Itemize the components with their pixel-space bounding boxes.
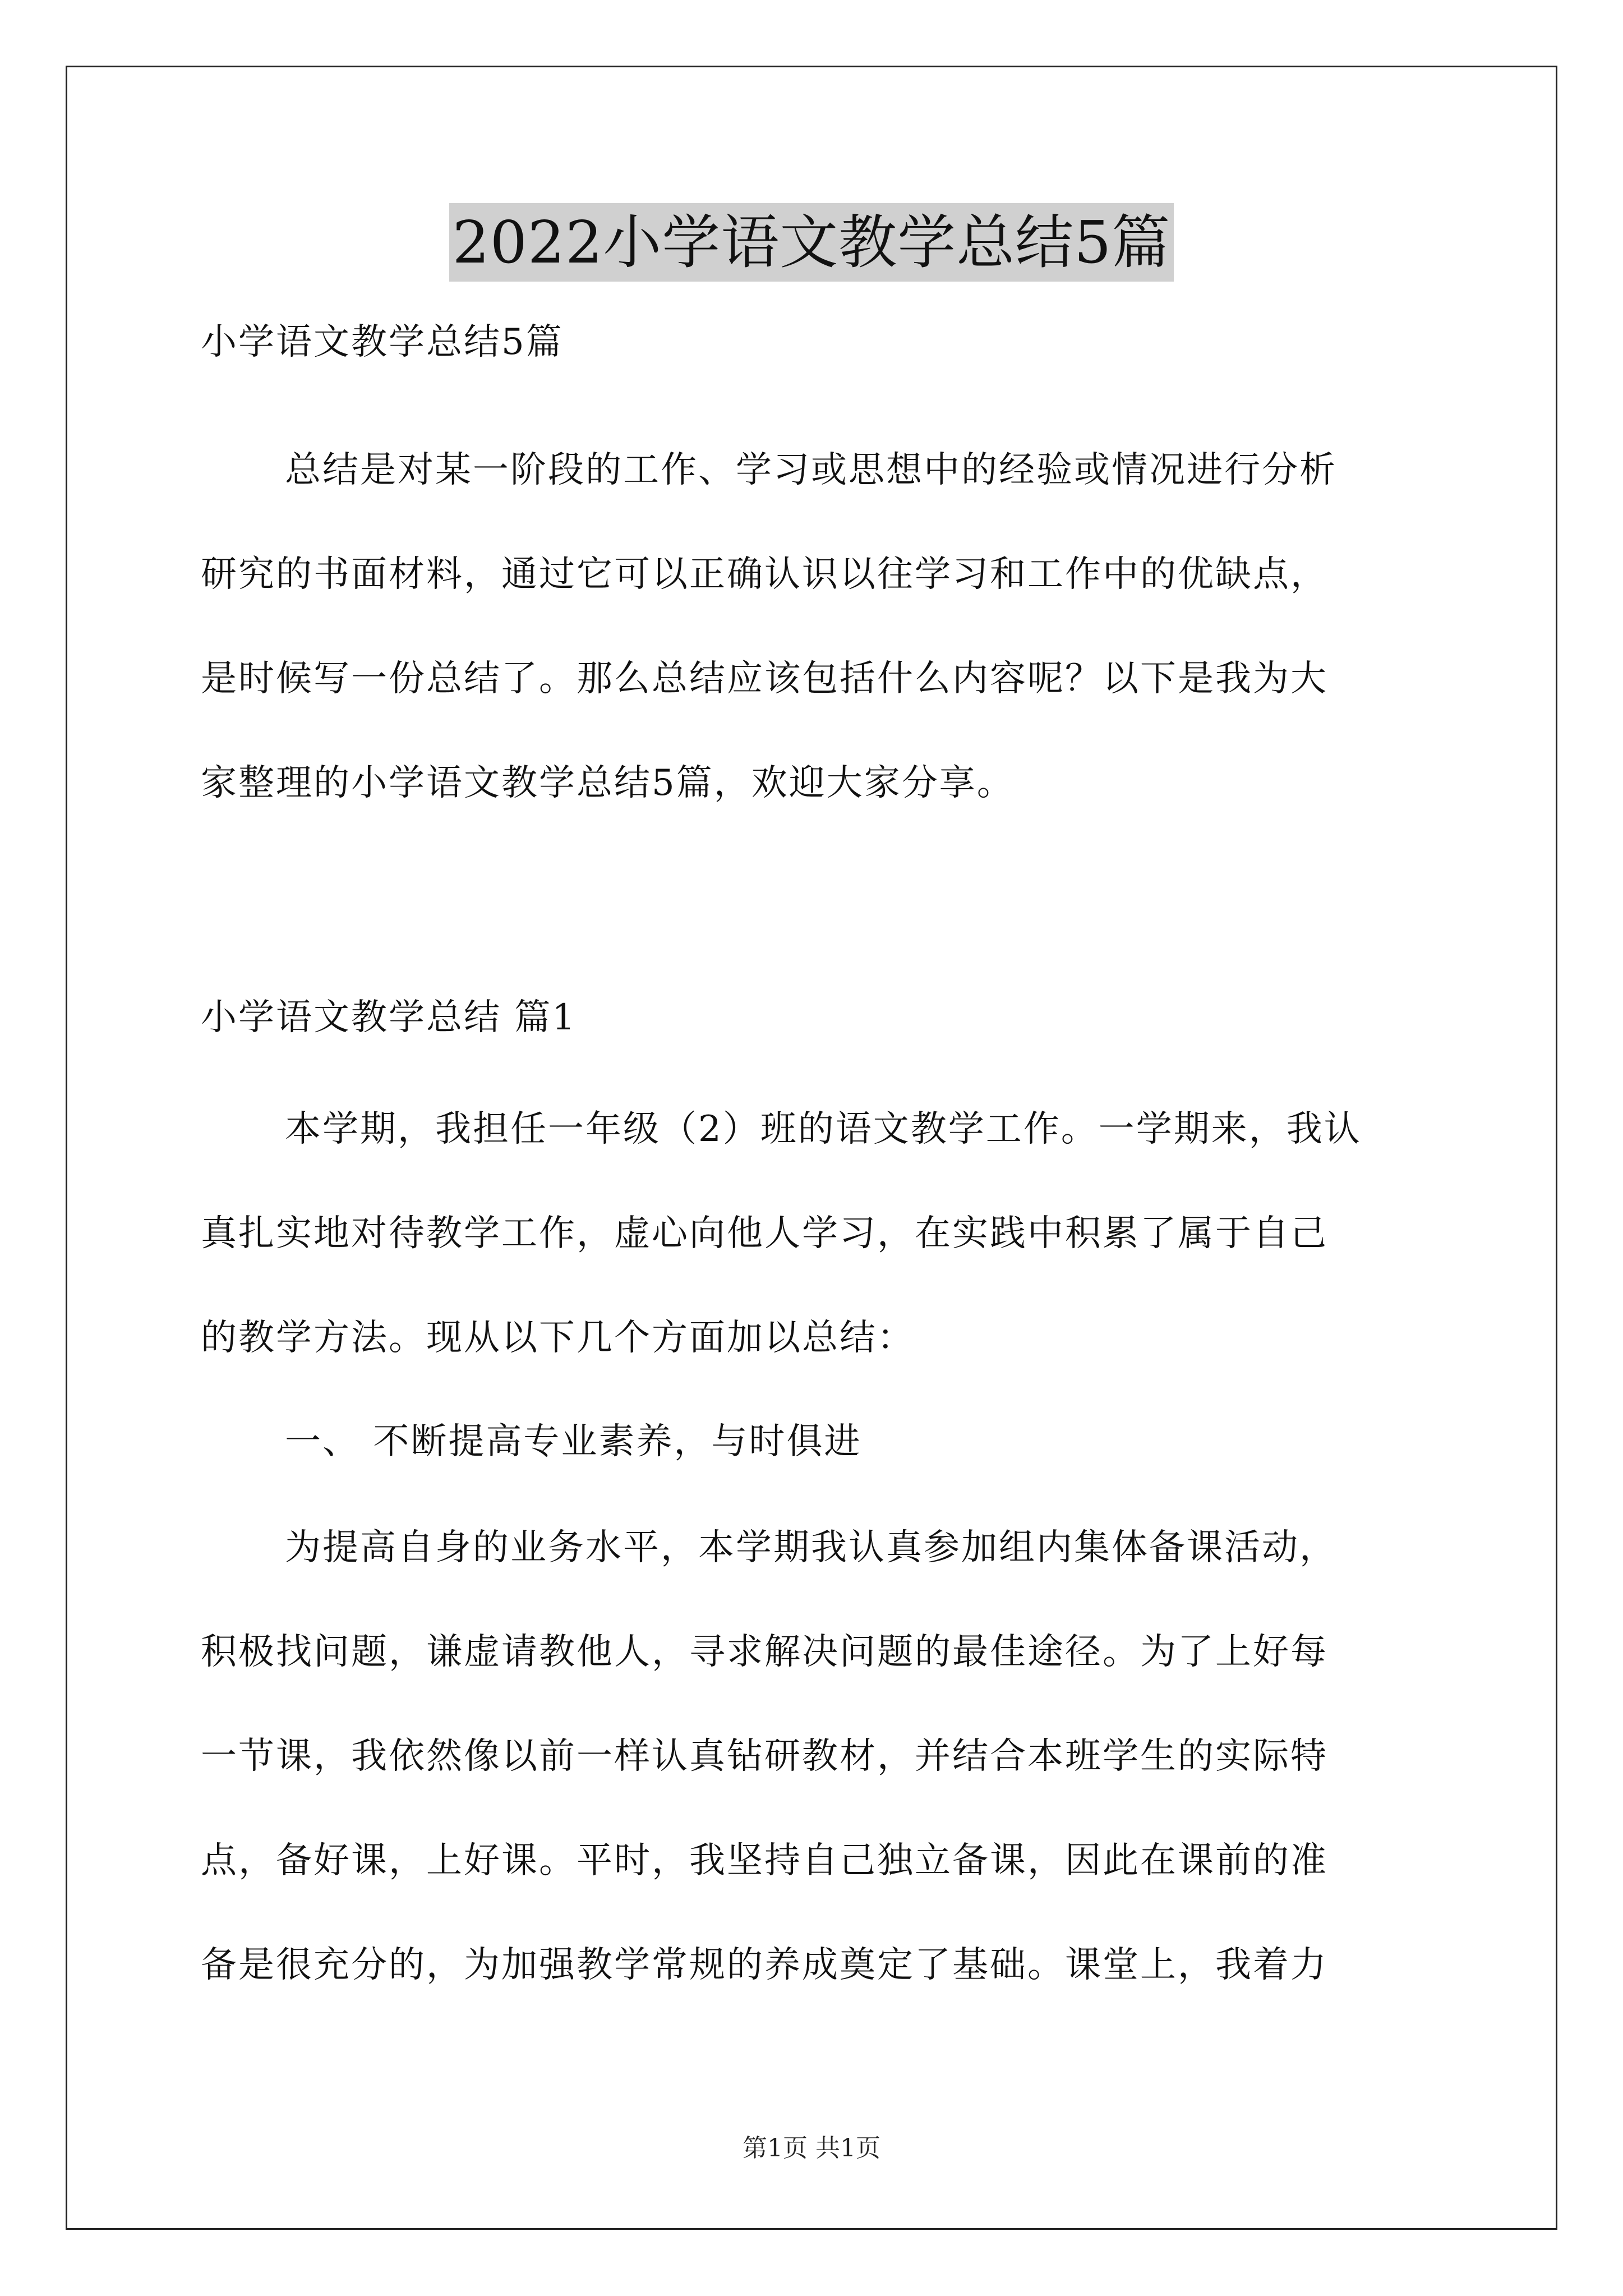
paragraph-line: 为提高自身的业务水平，本学期我认真参加组内集体备课活动， [285,1527,1337,1568]
intro-paragraph [201,442,1429,859]
section-heading: 小学语文教学总结 篇1 [201,997,577,1038]
paragraph-line: 是时候写一份总结了。那么总结应该包括什么内容呢？以下是我为大 [201,658,1328,700]
paragraph-line: 真扎实地对待教学工作，虚心向他人学习，在实践中积累了属于自己 [201,1213,1328,1254]
paragraph-line: 一节课，我依然像以前一样认真钻研教材，并结合本班学生的实际特 [201,1736,1328,1777]
section-paragraph-1 [201,1101,1429,1414]
document-subtitle: 小学语文教学总结5篇 [201,321,564,363]
paragraph-line: 总结是对某一阶段的工作、学习或思想中的经验或情况进行分析 [285,449,1337,491]
paragraph-line: 积极找问题，谦虚请教他人，寻求解决问题的最佳途径。为了上好每 [201,1631,1328,1673]
page-footer: 第1页 共1页 [743,2134,880,2162]
paragraph-line: 研究的书面材料，通过它可以正确认识以往学习和工作中的优缺点， [201,554,1328,595]
paragraph-line: 本学期，我担任一年级（2）班的语文教学工作。一学期来，我认 [285,1108,1362,1150]
paragraph-line: 点，备好课，上好课。平时，我坚持自己独立备课，因此在课前的准 [201,1840,1328,1881]
document-title: 2022小学语文教学总结5篇 [449,203,1174,282]
section-paragraph-2 [201,1520,1429,2041]
title-container [0,203,1623,282]
section-subheading: 一、 不断提高专业素养，与时俱进 [285,1421,862,1462]
paragraph-line: 备是很充分的，为加强教学常规的养成奠定了基础。课堂上，我着力 [201,1944,1328,1986]
paragraph-line: 的教学方法。现从以下几个方面加以总结： [201,1317,915,1359]
paragraph-line: 家整理的小学语文教学总结5篇，欢迎大家分享。 [201,762,1015,804]
